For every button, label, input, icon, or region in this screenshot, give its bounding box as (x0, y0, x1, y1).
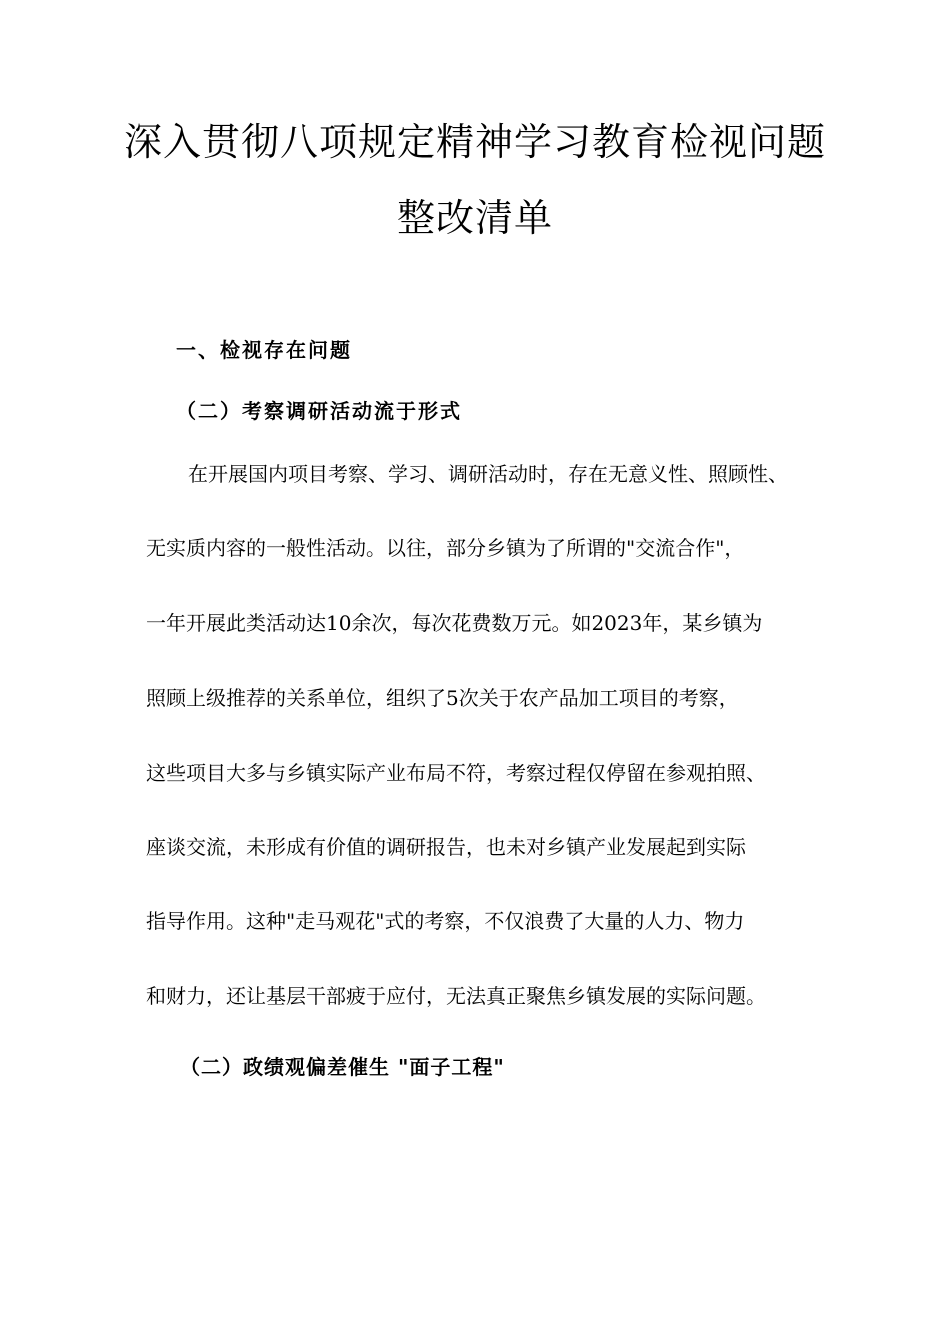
paragraph-line: 一年开展此类活动达10余次，每次花费数万元。如2023年，某乡镇为 (146, 611, 763, 635)
paragraph-line: 和财力，还让基层干部疲于应付，无法真正聚焦乡镇发展的实际问题。 (146, 984, 766, 1008)
document-title-line-2: 整改清单 (396, 196, 553, 240)
subsection-heading: （二）考察调研活动流于形式 (176, 399, 462, 423)
subsection-heading: （二）政绩观偏差催生 "面子工程" (180, 1055, 505, 1079)
paragraph-line: 在开展国内项目考察、学习、调研活动时，存在无意义性、照顾性、 (188, 462, 788, 486)
paragraph-line: 无实质内容的一般性活动。以往，部分乡镇为了所谓的"交流合作"， (146, 536, 745, 560)
paragraph-line: 照顾上级推荐的关系单位，组织了5次关于农产品加工项目的考察， (146, 686, 739, 710)
document-title-line-1: 深入贯彻八项规定精神学习教育检视问题 (123, 120, 826, 164)
section-heading: 一、检视存在问题 (176, 338, 352, 362)
paragraph-line: 指导作用。这种"走马观花"式的考察，不仅浪费了大量的人力、物力 (146, 909, 745, 933)
paragraph-line: 这些项目大多与乡镇实际产业布局不符，考察过程仅停留在参观拍照、 (146, 761, 766, 785)
paragraph-line: 座谈交流，未形成有价值的调研报告，也未对乡镇产业发展起到实际 (146, 835, 746, 859)
